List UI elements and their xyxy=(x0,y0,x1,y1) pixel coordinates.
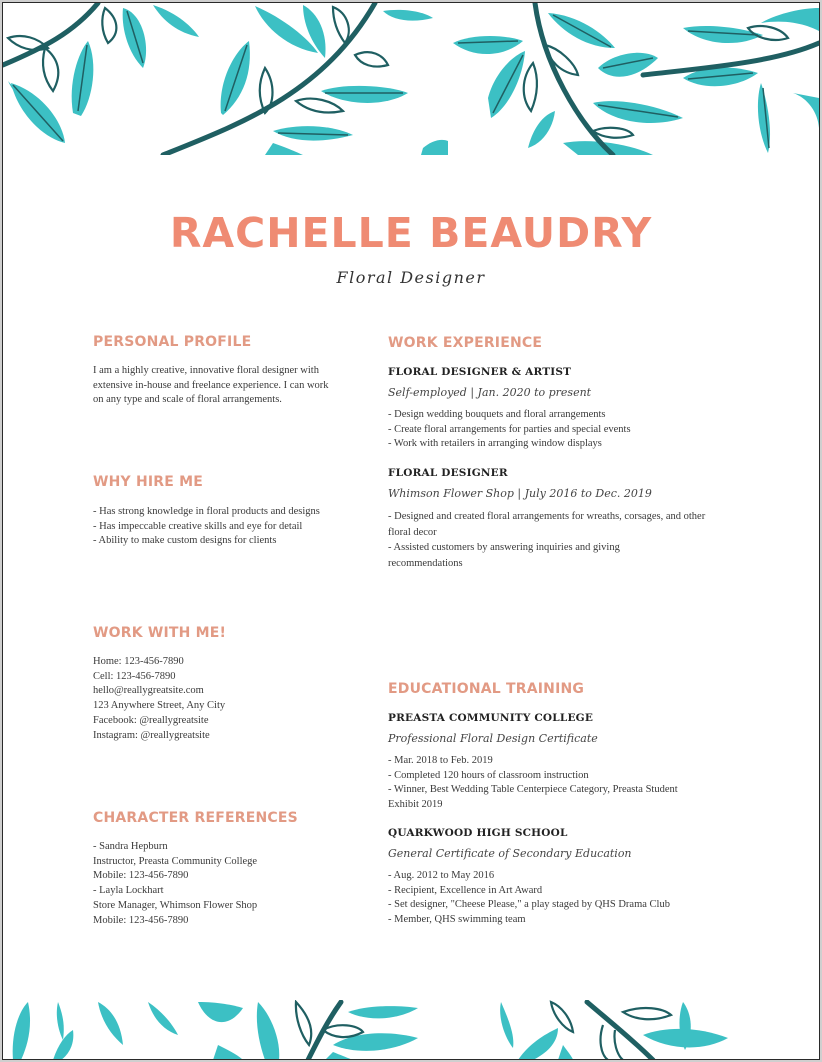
work-with-me-heading: WORK WITH ME! xyxy=(93,625,227,641)
resume-page xyxy=(2,2,820,1060)
work-experience-heading: WORK EXPERIENCE xyxy=(388,335,543,351)
why-hire-me-heading: WHY HIRE ME xyxy=(93,474,204,490)
school-name: PREASTA COMMUNITY COLLEGE xyxy=(388,712,594,724)
school-subtitle: General Certificate of Secondary Education xyxy=(388,847,632,860)
school-name: QUARKWOOD HIGH SCHOOL xyxy=(388,827,568,839)
reference-line: Mobile: 123-456-7890 xyxy=(93,914,189,926)
job-duties xyxy=(388,408,631,452)
job-subtitle: Self-employed | Jan. 2020 to present xyxy=(388,386,592,399)
profile-line: extensive in-house and freelance experience. I can work xyxy=(93,379,329,391)
duty-line: - Assisted customers by answering inquiries and giving xyxy=(388,542,620,553)
duty-line: - Design wedding bouquets and floral arrangements xyxy=(388,409,606,420)
reference-line: Instructor, Preasta Community College xyxy=(93,855,258,867)
detail-line: - Aug. 2012 to May 2016 xyxy=(388,870,495,881)
job-subtitle: Whimson Flower Shop | July 2016 to Dec. 2019 xyxy=(388,487,652,500)
leaf-branch-top-decoration xyxy=(3,3,819,155)
profile-line: I am a highly creative, innovative floral designer with xyxy=(93,365,319,376)
reference-line: - Layla Lockhart xyxy=(93,885,164,897)
detail-line: - Member, QHS swimming team xyxy=(388,914,526,926)
duty-line: recommendations xyxy=(388,557,463,569)
profile-line: on any type and scale of floral arrangements. xyxy=(93,394,282,406)
instagram-handle: Instagram: @reallygreatsite xyxy=(93,729,210,741)
job-title: FLORAL DESIGNER xyxy=(388,467,508,479)
personal-profile-heading: PERSONAL PROFILE xyxy=(93,334,252,350)
character-references-heading: CHARACTER REFERENCES xyxy=(93,810,298,826)
school-subtitle: Professional Floral Design Certificate xyxy=(388,732,598,745)
detail-line: - Set designer, "Cheese Please," a play staged by QHS Drama Club xyxy=(388,899,670,911)
home-phone: Home: 123-456-7890 xyxy=(93,656,184,667)
duty-line: - Designed and created floral arrangements for wreaths, corsages, and other xyxy=(388,511,706,522)
cell-phone: Cell: 123-456-7890 xyxy=(93,670,176,682)
reference-line: Mobile: 123-456-7890 xyxy=(93,870,189,882)
duty-line: floral decor xyxy=(388,526,437,538)
duty-line: - Create floral arrangements for parties and special events xyxy=(388,423,631,435)
job-title: FLORAL DESIGNER & ARTIST xyxy=(388,366,572,378)
candidate-title: Floral Designer xyxy=(336,268,486,287)
school-details xyxy=(388,869,670,928)
duty-line: - Work with retailers in arranging window displays xyxy=(388,438,602,450)
list-item: - Ability to make custom designs for clients xyxy=(93,535,277,547)
detail-line: - Mar. 2018 to Feb. 2019 xyxy=(388,755,493,766)
list-item: - Has impeccable creative skills and eye for detail xyxy=(93,520,303,532)
detail-line: Exhibit 2019 xyxy=(388,799,443,811)
reference-line: Store Manager, Whimson Flower Shop xyxy=(93,899,258,911)
detail-line: - Winner, Best Wedding Table Centerpiece Category, Preasta Student xyxy=(388,784,678,796)
school-details xyxy=(388,754,678,813)
detail-line: - Recipient, Excellence in Art Award xyxy=(388,884,543,896)
references-list xyxy=(93,840,257,928)
personal-profile-text xyxy=(93,364,329,408)
job-duties xyxy=(388,509,705,571)
list-item: - Has strong knowledge in floral products and designs xyxy=(93,506,320,517)
contact-info xyxy=(93,655,225,743)
leaf-branch-bottom-decoration xyxy=(3,1000,819,1060)
candidate-name: RACHELLE BEAUDRY xyxy=(169,209,653,257)
educational-training-heading: EDUCATIONAL TRAINING xyxy=(388,681,585,697)
why-hire-me-list xyxy=(93,505,320,549)
street-address: 123 Anywhere Street, Any City xyxy=(93,700,226,712)
reference-line: - Sandra Hepburn xyxy=(93,841,168,852)
facebook-handle: Facebook: @reallygreatsite xyxy=(93,714,209,726)
detail-line: - Completed 120 hours of classroom instruction xyxy=(388,769,589,781)
email-address: hello@reallygreatsite.com xyxy=(93,685,204,697)
